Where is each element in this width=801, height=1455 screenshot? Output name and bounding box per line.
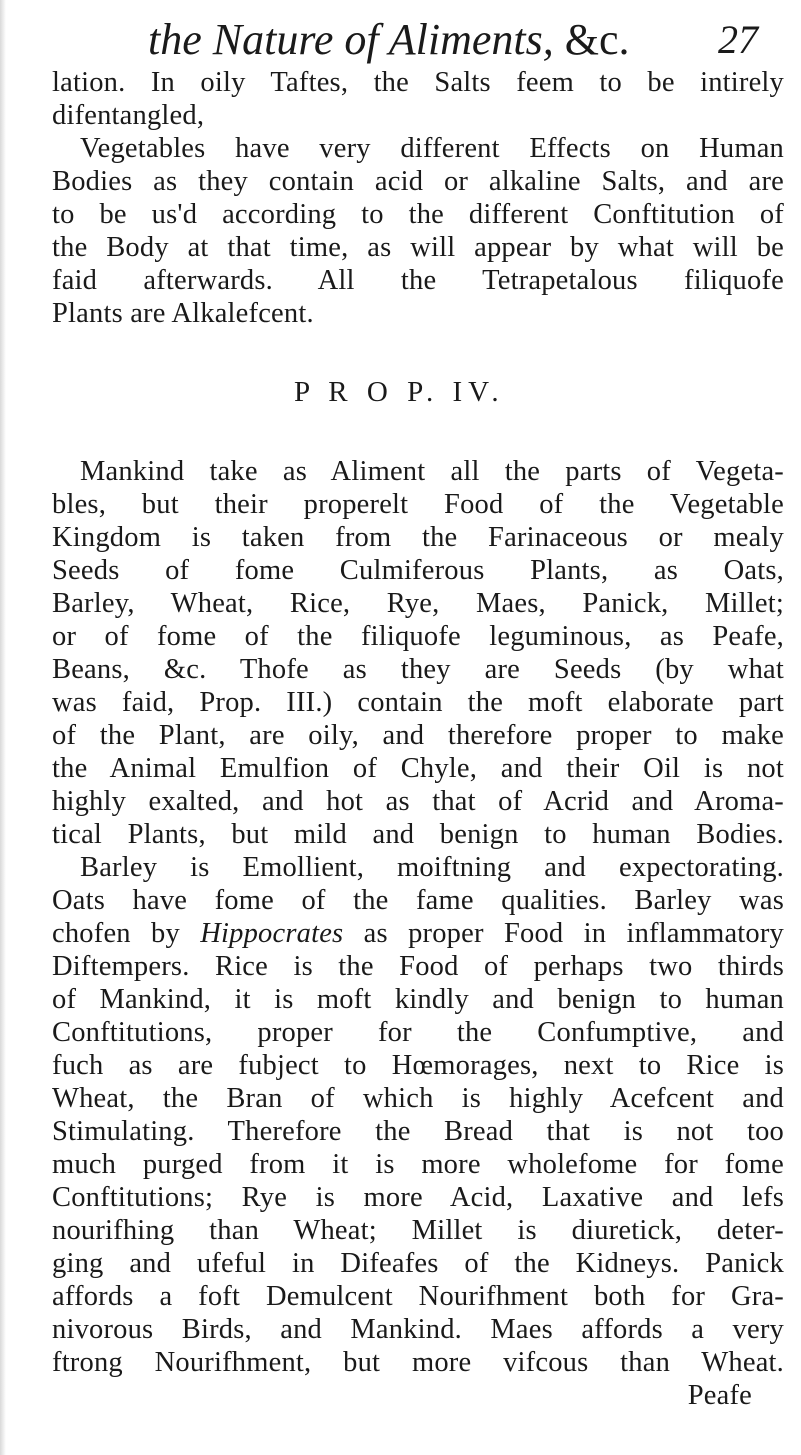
- text-line: faid afterwards. All the Tetrapetalous filiquofe: [52, 265, 784, 296]
- text-line: or of fome of the filiquofe leguminous, as Peafe,: [52, 621, 784, 652]
- text-line: affords a foft Demulcent Nourifhment both for Gra-: [52, 1281, 784, 1312]
- text-line: to be us'd according to the different Conftitution of: [52, 199, 784, 230]
- section-spacer: [52, 330, 784, 376]
- text-line: Barley, Wheat, Rice, Rye, Maes, Panick, Millet;: [52, 588, 784, 619]
- text-line: Barley is Emollient, moiftning and expectorating.: [80, 852, 784, 883]
- text-line: Mankind take as Aliment all the parts of Vegeta-: [80, 456, 784, 487]
- text-line: [52, 917, 784, 950]
- text-line: the Body at that time, as will appear by what will be: [52, 232, 784, 263]
- page-gutter-shadow: [0, 0, 6, 1455]
- text-line: much purged from it is more wholefome for fome: [52, 1149, 784, 1180]
- text-line: Vegetables have very different Effects on Human: [80, 133, 784, 164]
- page-header: [0, 12, 801, 72]
- running-title-text: the Nature of Aliments,: [148, 15, 554, 64]
- text-line: of the Plant, are oily, and therefore proper to make: [52, 720, 784, 751]
- proposition-heading: P R O P. IV.: [294, 376, 505, 408]
- text-line: tical Plants, but mild and benign to human Bodies.: [52, 819, 784, 850]
- text-line: fuch as are fubject to Hœmorages, next to Rice is: [52, 1050, 784, 1081]
- body-text: [52, 66, 784, 1412]
- text-line: lation. In oily Taftes, the Salts feem to be intirely: [52, 67, 784, 98]
- text-line: nourifhing than Wheat; Millet is diuretick, deter-: [52, 1215, 784, 1246]
- text-line: Beans, &c. Thofe as they are Seeds (by what: [52, 654, 784, 685]
- text-line: the Animal Emulfion of Chyle, and their Oil is not: [52, 753, 784, 784]
- text-line: was faid, Prop. III.) contain the moft elaborate part: [52, 687, 784, 718]
- text-line: Seeds of fome Culmiferous Plants, as Oats,: [52, 555, 784, 586]
- text-fragment: as proper Food in inflammatory: [363, 918, 785, 949]
- page-number: 27: [718, 17, 758, 62]
- text-line: Kingdom is taken from the Farinaceous or mealy: [52, 522, 784, 553]
- text-fragment-italic: Hippocrates: [200, 918, 344, 949]
- text-line: Conftitutions, proper for the Confumptive, and: [52, 1017, 784, 1048]
- catchword: Peafe: [687, 1380, 752, 1411]
- text-line: Conftitutions; Rye is more Acid, Laxative and lefs: [52, 1182, 784, 1213]
- text-line: nivorous Birds, and Mankind. Maes affords a very: [52, 1314, 784, 1345]
- text-line: ging and ufeful in Difeafes of the Kidneys. Panick: [52, 1248, 784, 1279]
- text-line: Diftempers. Rice is the Food of perhaps two thirds: [52, 951, 784, 982]
- section-spacer: [52, 409, 784, 455]
- text-line: bles, but their properelt Food of the Vegetable: [52, 489, 784, 520]
- text-line: of Mankind, it is moft kindly and benign to human: [52, 984, 784, 1015]
- text-line: Stimulating. Therefore the Bread that is not too: [52, 1116, 784, 1147]
- text-fragment: chofen by: [52, 918, 180, 949]
- text-line: ftrong Nourifhment, but more vifcous than Wheat.: [52, 1347, 784, 1378]
- running-title-etc: &c.: [564, 15, 630, 64]
- text-line: difentangled,: [52, 100, 205, 131]
- text-line: highly exalted, and hot as that of Acrid and Aroma-: [52, 786, 784, 817]
- text-line: Plants are Alkalefcent.: [52, 298, 314, 329]
- running-title: [148, 12, 630, 68]
- text-line: Oats have fome of the fame qualities. Barley was: [52, 885, 784, 916]
- text-line: Bodies as they contain acid or alkaline Salts, and are: [52, 166, 784, 197]
- text-line: Wheat, the Bran of which is highly Acefcent and: [52, 1083, 784, 1114]
